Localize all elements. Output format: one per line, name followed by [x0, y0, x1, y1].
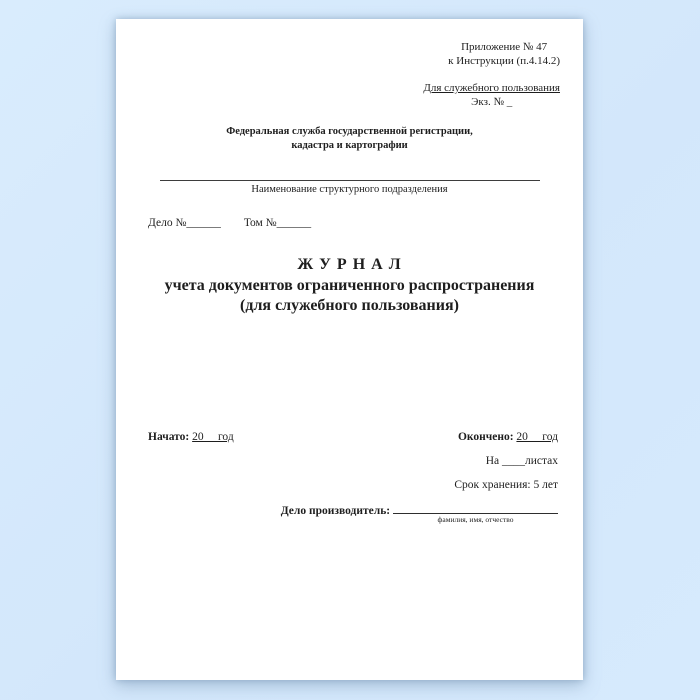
- classification-stamp: Для служебного пользования: [423, 82, 560, 94]
- finished-value: 20 год: [516, 431, 558, 443]
- journal-title-line3: (для служебного пользования): [240, 297, 459, 314]
- volume-number-field: Том №______: [243, 217, 312, 229]
- case-number-field: Дело №______: [148, 217, 221, 229]
- appendix-note: [448, 40, 560, 68]
- classification-block: [423, 81, 560, 109]
- case-volume-row: [148, 217, 311, 229]
- clerk-fill-line: [393, 503, 558, 524]
- finished-field: [458, 431, 558, 443]
- clerk-caption: фамилия, имя, отчество: [437, 515, 514, 524]
- journal-title-word: Ж У Р Н А Л: [297, 256, 402, 273]
- agency-line1: Федеральная служба государственной регистрации,: [226, 126, 473, 137]
- agency-name: [116, 125, 583, 153]
- copy-number: Экз. № _: [471, 96, 513, 108]
- started-value: 20 год: [192, 431, 234, 443]
- clerk-label: Дело производитель:: [280, 505, 391, 517]
- sheets-field: На ____листах: [485, 455, 558, 467]
- appendix-line1: Приложение № 47: [461, 41, 548, 53]
- document-page: [116, 19, 583, 680]
- started-label: Начато:: [148, 431, 190, 443]
- department-block: [116, 174, 583, 195]
- finished-label: Окончено:: [457, 431, 514, 443]
- top-right-block: [423, 40, 560, 109]
- started-field: [148, 431, 234, 443]
- department-caption: Наименование структурного подразделения: [251, 184, 448, 195]
- journal-title: [116, 255, 583, 317]
- journal-title-line2: учета документов ограниченного распространения: [164, 276, 535, 294]
- department-fill-line: [160, 174, 540, 181]
- clerk-field: [280, 503, 558, 524]
- appendix-line2: к Инструкции (п.4.14.2): [448, 55, 560, 67]
- agency-line2: кадастра и картографии: [291, 140, 408, 151]
- retention-field: Срок хранения: 5 лет: [454, 479, 558, 491]
